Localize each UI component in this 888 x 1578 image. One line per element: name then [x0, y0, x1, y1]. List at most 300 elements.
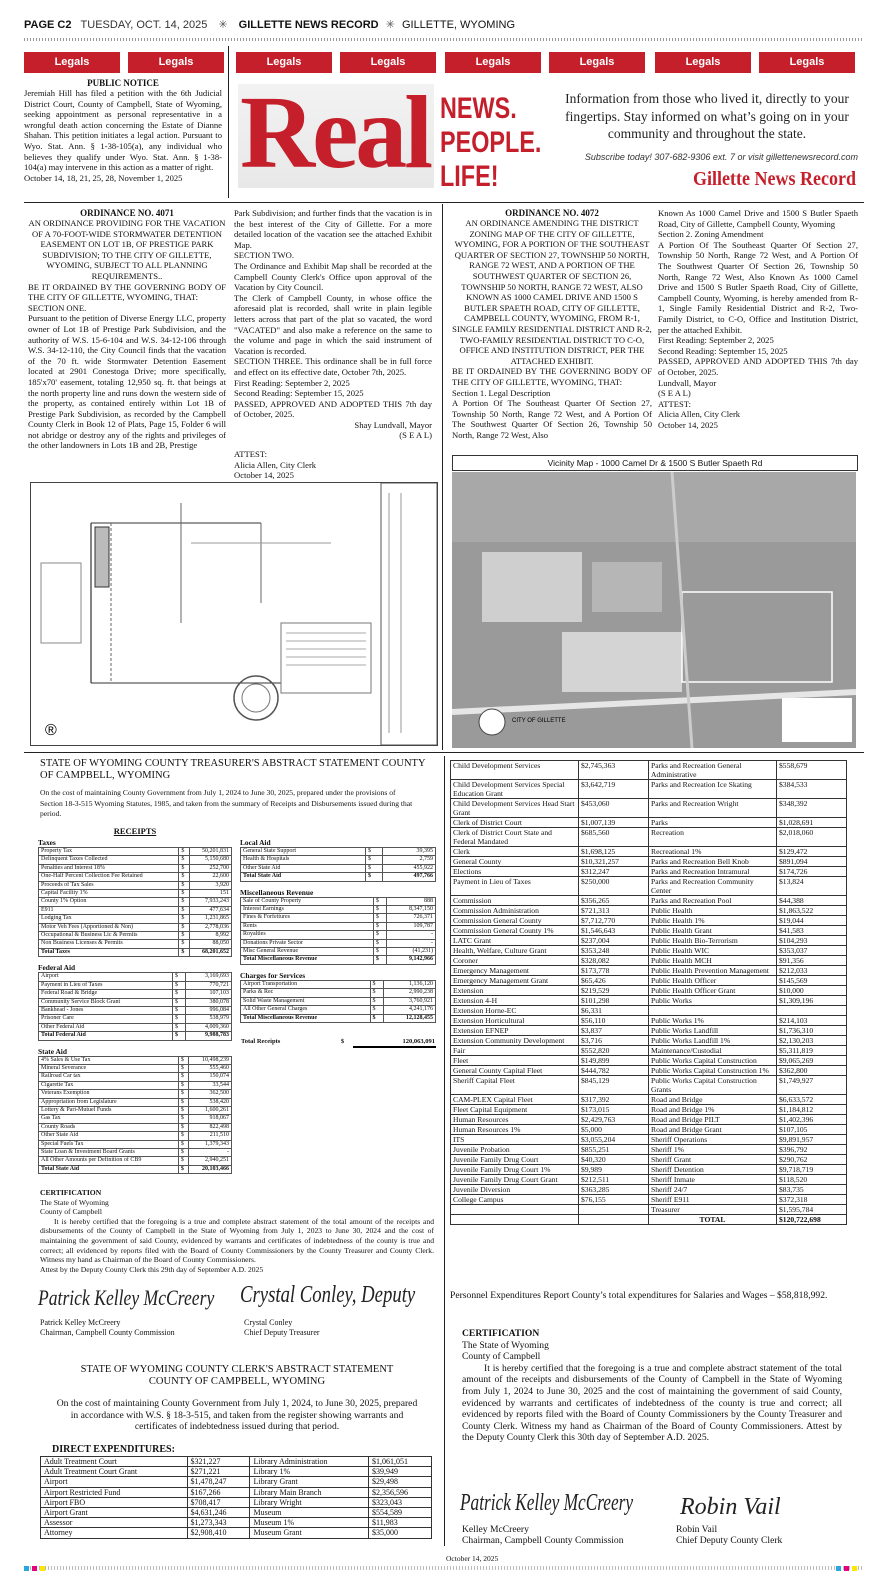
- item-label: Airport Transportation: [241, 980, 371, 988]
- department-name: Fair: [451, 1046, 579, 1056]
- table-row: [451, 926, 847, 936]
- notice-title: PUBLIC NOTICE: [87, 78, 159, 88]
- department-name: Sheriff Inmate: [649, 1175, 777, 1185]
- clerk-sig1-block: [462, 1524, 624, 1546]
- currency: $: [373, 906, 386, 914]
- item-value: 918,067: [189, 1115, 232, 1123]
- currency: $: [178, 1132, 189, 1140]
- item-value: 538,420: [189, 1098, 232, 1106]
- department-name: Extension: [451, 986, 579, 996]
- item-value: 455,922: [383, 864, 436, 872]
- amount: $35,000: [369, 1528, 432, 1538]
- amount: $5,311,819: [777, 1046, 847, 1056]
- item-value: 10,498,239: [189, 1056, 232, 1064]
- currency: $: [173, 1015, 186, 1023]
- table-row: [41, 1518, 432, 1528]
- amount: $129,472: [777, 847, 847, 857]
- department-name: Elections: [451, 867, 579, 877]
- amount: $39,949: [369, 1467, 432, 1477]
- table-row: [451, 1205, 847, 1215]
- item-value: 151: [189, 890, 231, 898]
- table-row: [241, 931, 436, 939]
- page-number: PAGE C2: [24, 19, 72, 31]
- amount: $353,248: [579, 946, 649, 956]
- ord4071-passed: PASSED, APPROVED AND ADOPTED THIS 7th day of October, 2025.: [234, 398, 432, 420]
- currency: $: [179, 948, 190, 956]
- clerk-title-line2: COUNTY OF CAMPBELL, WYOMING: [148, 1376, 326, 1387]
- department-name: Treasurer: [649, 1205, 777, 1215]
- clerk-title-line1: STATE OF WYOMING COUNTY CLERK'S ABSTRACT STATEMENT: [80, 1364, 394, 1375]
- item-value: 555,460: [189, 1064, 232, 1072]
- department-name: Extension Horne-EC: [451, 1006, 579, 1016]
- ord4072-intro: AN ORDINANCE AMENDING THE DISTRICT ZONING MAP OF THE CITY OF GILLETTE, WYOMING, FOR A PORTION OF THE SOUTHEAST QUARTER OF SECTION 27, TOWNSHIP 50 NORTH, RANGE 72 WEST, AND A PORTION OF THE SOUTHWEST QUARTER OF SECTION 26, TOWNSHIP 50 NORTH, RANGE 72 WEST, ALSO KNOWN AS 1000 CAMEL DRIVE AND 1500 S BUTLER SPAETH ROAD, CITY OF GILLETTE, CAMPBELL COUNTY, WYOMING, FROM R-1, SINGLE FAMILY RESIDENTIAL DISTRICT AND R-2, TWO-FAMILY RESIDENTIAL DISTRICT TO C-O, OFFICE AND INSTITUTION DISTRICT, PER THE ATTACHED EXHIBIT.: [452, 218, 652, 366]
- item-value: 3,920: [189, 881, 231, 889]
- ord4072-clerk: Alicia Allen, City Clerk: [658, 409, 741, 420]
- currency: $: [179, 940, 190, 948]
- tab-legals[interactable]: Legals: [24, 52, 120, 73]
- table-row: [451, 799, 847, 818]
- department-name: Human Resources 1%: [451, 1125, 579, 1135]
- item-label: Property Tax: [39, 848, 179, 856]
- department-name: Assessor: [41, 1518, 188, 1528]
- clerk-sig2-name: Robin Vail: [676, 1524, 718, 1535]
- amount: $1,061,051: [369, 1457, 432, 1467]
- table-row: [39, 1106, 232, 1114]
- ord4071-intro: AN ORDINANCE PROVIDING FOR THE VACATION OF A 70-FOOT-WIDE STORMWATER DETENTION EASEMENT ON LOT 1B, OF PRESTIGE PARK SUBDIVISION; TO THE CITY OF GILLETTE, WYOMING, SUBJECT TO ALL PLANNING REQUIREMENTS..: [28, 218, 226, 281]
- ad-real-logo: [238, 75, 438, 194]
- table-row: [39, 1023, 232, 1031]
- table-row: [39, 1132, 232, 1140]
- table-row: [451, 946, 847, 956]
- department-name: General County: [451, 857, 579, 867]
- amount: $2,130,203: [777, 1036, 847, 1046]
- ordinance-4071-col2: [234, 208, 432, 481]
- item-value: 7,933,243: [189, 898, 231, 906]
- charges-table: [240, 980, 436, 1023]
- item-label: Capital Facility 1%: [39, 890, 179, 898]
- table-row: [39, 990, 232, 998]
- item-label: Cigarette Tax: [39, 1081, 179, 1089]
- table-row: [241, 848, 436, 856]
- department-name: CAM-PLEX Capital Fleet: [451, 1095, 579, 1105]
- receipts-right: [240, 838, 436, 1048]
- table-row: [451, 761, 847, 780]
- ord4072-para1: A Portion Of The Southeast Quarter Of Section 27, Township 50 North, Range 72 West, and A Portion Of The Southwest Quarter Of Section 26, Township 50 North, Range 72 West, Also: [452, 398, 652, 440]
- currency: $: [178, 1149, 189, 1157]
- total-label: Total Taxes: [39, 948, 179, 956]
- department-name: Library Main Branch: [250, 1487, 369, 1497]
- amount: $323,043: [369, 1497, 432, 1507]
- department-name: Emergency Management: [451, 966, 579, 976]
- amount: $328,082: [579, 956, 649, 966]
- item-label: Mineral Severance: [39, 1064, 179, 1072]
- department-name: Juvenile Family Drug Court Grant: [451, 1175, 579, 1185]
- table-row: [241, 914, 436, 922]
- department-name: Recreation: [649, 828, 777, 847]
- currency: $: [178, 1115, 189, 1123]
- star-icon: ✳: [385, 19, 395, 31]
- table-row: [451, 956, 847, 966]
- department-name: Parks and Recreation Pool: [649, 896, 777, 906]
- department-name: Parks and Recreation General Administrative: [649, 761, 777, 780]
- paper-name: GILLETTE NEWS RECORD: [238, 19, 379, 31]
- table-row: [39, 1149, 232, 1157]
- currency: $: [365, 848, 382, 856]
- column-divider: [444, 756, 445, 1546]
- item-value: 150,074: [189, 1073, 232, 1081]
- table-row: [39, 1123, 232, 1131]
- total-label: Total State Aid: [241, 873, 366, 881]
- currency: $: [179, 906, 190, 914]
- treasurer-signature-deputy: Crystal Conley, Deputy: [240, 1282, 416, 1308]
- treasurer-sig1-block: [40, 1318, 175, 1338]
- treasurer-cert-county: County of Campbell: [40, 1207, 103, 1217]
- treasurer-intro: On the cost of maintaining County Government from July 1, 2024 to June 30, 2025, prepared under the provisions of Section 18-3-515 Wyoming Statutes, 1985, and taken from the summary of Receipts and Disbursements issued during that period.: [40, 788, 413, 818]
- item-value: 4,241,176: [383, 1006, 435, 1014]
- amount: $2,429,763: [579, 1115, 649, 1125]
- total-receipts-currency: $: [340, 1038, 345, 1046]
- table-row: [451, 1056, 847, 1066]
- clerk-sig2-title: Chief Deputy County Clerk: [676, 1535, 783, 1546]
- clerk-cert-county: County of Campbell: [462, 1351, 541, 1363]
- table-row: [451, 966, 847, 976]
- direct-expenditures-heading: DIRECT EXPENDITURES:: [52, 1444, 175, 1455]
- tab-legals[interactable]: Legals: [549, 52, 645, 73]
- clerk-sig2-block: [676, 1524, 782, 1546]
- department-name: Public Health WIC: [649, 946, 777, 956]
- amount: $317,392: [579, 1095, 649, 1105]
- local-heading: Local Aid: [240, 838, 271, 847]
- table-row: [451, 1006, 847, 1016]
- department-name: Child Development Services Special Education Grant: [451, 780, 579, 799]
- currency: $: [373, 897, 386, 905]
- item-value: 477,634: [189, 906, 231, 914]
- item-label: Railroad Car tax: [39, 1073, 179, 1081]
- amount: $173,015: [579, 1105, 649, 1115]
- item-value: -: [189, 1149, 232, 1157]
- ad-real-word: Real: [240, 75, 431, 190]
- table-row: [451, 1026, 847, 1036]
- table-row: [451, 1125, 847, 1135]
- ord4071-ordained: BE IT ORDAINED BY THE GOVERNING BODY OF THE CITY OF GILLETTE, WYOMING, THAT:: [28, 281, 226, 303]
- table-row: [39, 881, 232, 889]
- item-value: 3,169,693: [185, 973, 231, 981]
- amount: $40,320: [579, 1155, 649, 1165]
- table-row: [39, 873, 232, 881]
- amount: $1,863,522: [777, 906, 847, 916]
- section-rule: [24, 202, 864, 203]
- department-name: Commission General County: [451, 916, 579, 926]
- currency: $: [370, 980, 383, 988]
- table-row: [451, 1076, 847, 1095]
- amount: $219,529: [579, 986, 649, 996]
- table-row: [39, 848, 232, 856]
- table-row: [451, 857, 847, 867]
- department-name: Sheriff 1%: [649, 1145, 777, 1155]
- table-row: [451, 1016, 847, 1026]
- amount: [777, 1006, 847, 1016]
- table-row: [241, 948, 436, 956]
- department-name: Extension EFNEP: [451, 1026, 579, 1036]
- department-name: Library Administration: [250, 1457, 369, 1467]
- department-name: Juvenile Diversion: [451, 1185, 579, 1195]
- registration-mark: [40, 1566, 45, 1571]
- amount: $3,716: [579, 1036, 649, 1046]
- item-label: Delinquent Taxes Collected: [39, 856, 179, 864]
- treasurer-cert-attest: Attest by the Deputy County Clerk this 29th day of September A.D. 2025: [40, 1264, 264, 1274]
- amount: $552,820: [579, 1046, 649, 1056]
- amount: $1,698,125: [579, 847, 649, 857]
- table-row: [41, 1477, 432, 1487]
- currency: $: [373, 922, 386, 930]
- amount: $3,642,719: [579, 780, 649, 799]
- item-value: 822,498: [189, 1123, 232, 1131]
- department-name: Public Works: [649, 996, 777, 1006]
- ord4071-date: October 14, 2025: [234, 470, 294, 481]
- amount: $212,511: [579, 1175, 649, 1185]
- amount: $372,318: [777, 1195, 847, 1205]
- column-divider: [442, 204, 443, 750]
- ad-slogan: [440, 92, 541, 194]
- ord4072-para2: Known As 1000 Camel Drive and 1500 S Butler Spaeth Road, City of Gillette, Campbell County, Wyoming: [658, 208, 858, 229]
- total-receipts-value: 120,063,091: [353, 1037, 436, 1047]
- department-name: Commission: [451, 896, 579, 906]
- item-label: County 1% Option: [39, 898, 179, 906]
- currency: $: [365, 864, 382, 872]
- tab-legals[interactable]: Legals: [445, 52, 541, 73]
- section-rule: [24, 752, 864, 753]
- department-name: Museum 1%: [250, 1518, 369, 1528]
- department-name: Public Health Officer: [649, 976, 777, 986]
- currency: $: [173, 1023, 186, 1031]
- currency: $: [178, 1123, 189, 1131]
- table-row: [39, 1073, 232, 1081]
- department-name: Emergency Management Grant: [451, 976, 579, 986]
- department-name: Sheriff Detention: [649, 1165, 777, 1175]
- item-value: (41,231): [387, 948, 436, 956]
- item-label: Donations Private Sector: [241, 939, 374, 947]
- ord4071-para3: The Ordinance and Exhibit Map shall be recorded at the Campbell County Clerk's Office upon approval of the Vacation by City Council.: [234, 260, 432, 293]
- tab-legals[interactable]: Legals: [759, 52, 855, 73]
- table-row: [39, 898, 232, 906]
- amount: $363,285: [579, 1185, 649, 1195]
- department-name: Sheriff Grant: [649, 1155, 777, 1165]
- clerk-cert-heading: CERTIFICATION: [462, 1328, 540, 1339]
- department-name: Public Health Bio-Terrorism: [649, 936, 777, 946]
- total-row: [39, 1165, 232, 1173]
- department-name: Library Wright: [250, 1497, 369, 1507]
- treasurer-cert-heading: CERTIFICATION: [40, 1188, 102, 1197]
- table-row: [451, 828, 847, 847]
- item-label: 4% Sales & Use Tax: [39, 1056, 179, 1064]
- clerk-sig1-title: Chairman, Campbell County Commission: [462, 1535, 624, 1546]
- misc-heading: Miscellaneous Revenue: [240, 887, 314, 897]
- tab-legals[interactable]: Legals: [340, 52, 436, 73]
- item-label: All Other General Charges: [241, 1006, 371, 1014]
- total-value: 20,103,466: [189, 1165, 232, 1173]
- treasurer-title: STATE OF WYOMING COUNTY TREASURER'S ABSTRACT STATEMENT COUNTY OF CAMPBELL, WYOMING: [40, 758, 426, 781]
- department-name: Extension 4-H: [451, 996, 579, 1006]
- department-name: College Campus: [451, 1195, 579, 1205]
- tab-legals[interactable]: Legals: [655, 52, 751, 73]
- amount: $9,891,957: [777, 1135, 847, 1145]
- tab-legals[interactable]: Legals: [128, 52, 224, 73]
- table-row: [451, 1066, 847, 1076]
- footer-rule: [24, 1566, 864, 1570]
- table-row: [451, 996, 847, 1006]
- department-name: Sheriff 24/7: [649, 1185, 777, 1195]
- department-name: Public Works 1%: [649, 1016, 777, 1026]
- amount: $101,298: [579, 996, 649, 1006]
- department-name: Payment in Lieu of Taxes: [451, 877, 579, 896]
- table-row: [451, 847, 847, 857]
- amount: $10,321,257: [579, 857, 649, 867]
- currency: $: [173, 973, 186, 981]
- department-name: Commission General County 1%: [451, 926, 579, 936]
- clerk-certification: [462, 1328, 842, 1444]
- registration-mark: [24, 1566, 29, 1571]
- department-name: Juvenile Family Drug Court: [451, 1155, 579, 1165]
- ad-brand-logo: Gillette News Record: [693, 168, 856, 190]
- table-row: [451, 916, 847, 926]
- department-name: Road and Bridge 1%: [649, 1105, 777, 1115]
- currency: $: [365, 873, 382, 881]
- amount: $348,392: [777, 799, 847, 818]
- table-row: [241, 897, 436, 905]
- total-row: [39, 1032, 232, 1040]
- amount: $9,989: [579, 1165, 649, 1175]
- table-row: [241, 856, 436, 864]
- table-row: [451, 1095, 847, 1105]
- ord4071-para4: The Clerk of Campbell County, in whose office the aforesaid plat is recorded, shall write in plain legible letters across that part of the plat so vacated, the word "VACATED" and also make a reference on the same to the volume and page in which the said instrument of Vacation is recorded.: [234, 292, 432, 356]
- department-name: Adult Treatment Court Grant: [41, 1467, 188, 1477]
- item-label: One-Half Percent Collection Fee Retained: [39, 873, 179, 881]
- total-value: 12,128,455: [383, 1014, 435, 1022]
- item-label: Gas Tax: [39, 1115, 179, 1123]
- item-label: All Other Amounts per Definition of CB9: [39, 1157, 179, 1165]
- department-name: Attorney: [41, 1528, 188, 1538]
- department-name: Coroner: [451, 956, 579, 966]
- state-heading: State Aid: [38, 1046, 67, 1056]
- item-label: Health & Hospitals: [241, 856, 366, 864]
- item-value: 22,600: [189, 873, 231, 881]
- clerk-cert-state: The State of Wyoming: [462, 1339, 549, 1351]
- department-name: Road and Bridge PILT: [649, 1115, 777, 1125]
- amount: $9,065,269: [777, 1056, 847, 1066]
- item-label: Special Fuels Tax: [39, 1140, 179, 1148]
- item-value: -: [387, 939, 436, 947]
- table-row: [39, 998, 232, 1006]
- amount: $1,736,310: [777, 1026, 847, 1036]
- item-label: Occupational & Business Lic & Permits: [39, 932, 179, 940]
- notice-body: Jeremiah Hill has filed a petition with the 6th Judicial District Court, County of Campbell, State of Wyoming, seeking appointment as personal representative in a wrongful death action concerning the Estate of Dianne Shahan. This petition initiates a legal action. Pursuant to Wyo. Stat. Ann. § 1-38-105(a), any individual who believes they qualify under Wyo. Stat. Ann. § 1-38-104(a) may intervene in this action as a matter of right.: [24, 88, 222, 173]
- masthead: [24, 18, 864, 38]
- department-name: TOTAL: [649, 1215, 777, 1225]
- total-label: Total State Aid: [39, 1165, 179, 1173]
- department-name: Juvenile Probation: [451, 1145, 579, 1155]
- ad-slogan-life: LIFE!: [440, 160, 499, 193]
- table-row: [39, 1098, 232, 1106]
- currency: $: [373, 939, 386, 947]
- ord4072-second-reading: Second Reading: September 15, 2025: [658, 345, 788, 356]
- total-value: 497,766: [383, 873, 436, 881]
- table-row: [39, 856, 232, 864]
- item-value: 1,136,120: [383, 980, 435, 988]
- currency: $: [179, 915, 190, 923]
- currency: $: [178, 1064, 189, 1072]
- amount: $362,800: [777, 1066, 847, 1076]
- table-row: [451, 1046, 847, 1056]
- item-label: Parks & Rec: [241, 989, 371, 997]
- department-name: Fleet: [451, 1056, 579, 1066]
- table-row: [241, 980, 436, 988]
- public-notice: [24, 78, 222, 183]
- department-name: Public Health MCH: [649, 956, 777, 966]
- charges-heading: Charges for Services: [240, 970, 306, 980]
- department-name: Parks and Recreation Wright: [649, 799, 777, 818]
- table-row: [39, 1157, 232, 1165]
- department-name: Child Development Services: [451, 761, 579, 780]
- amount: $891,094: [777, 857, 847, 867]
- ord4071-section-two: SECTION TWO.: [234, 250, 294, 261]
- tab-legals[interactable]: Legals: [236, 52, 332, 73]
- department-name: Juvenile Family Drug Court 1%: [451, 1165, 579, 1175]
- table-row: [41, 1528, 432, 1538]
- amount: $353,037: [777, 946, 847, 956]
- ord4072-ordained: BE IT ORDAINED BY THE GOVERNING BODY OF THE CITY OF GILLETTE, WYOMING, THAT:: [452, 366, 652, 387]
- amount: $29,498: [369, 1477, 432, 1487]
- item-value: 8,992: [189, 932, 231, 940]
- department-name: [451, 1215, 579, 1225]
- local-table: [240, 847, 436, 882]
- currency: $: [178, 1165, 189, 1173]
- amount: $118,520: [777, 1175, 847, 1185]
- currency: $: [179, 932, 190, 940]
- table-row: [39, 940, 232, 948]
- department-name: Parks: [649, 818, 777, 828]
- item-value: 770,721: [185, 981, 231, 989]
- ad-subscribe-link[interactable]: Subscribe today! 307-682-9306 ext. 7 or visit gillettenewsrecord.com: [584, 152, 858, 162]
- table-row: [39, 906, 232, 914]
- currency: $: [373, 914, 386, 922]
- item-value: 1,600,261: [189, 1106, 232, 1114]
- amount: $1,749,927: [777, 1076, 847, 1095]
- department-name: Road and Bridge: [649, 1095, 777, 1105]
- department-name: Public Health Grant: [649, 926, 777, 936]
- amount: $271,221: [187, 1467, 250, 1477]
- issue-date: TUESDAY, OCT. 14, 2025: [80, 19, 208, 31]
- registration-mark: [836, 1566, 841, 1571]
- department-name: Airport: [41, 1477, 188, 1487]
- ad-slogan-news: NEWS.: [440, 92, 517, 125]
- item-value: 362,500: [189, 1090, 232, 1098]
- exhibit-map: [30, 482, 438, 746]
- table-row: [451, 1135, 847, 1145]
- total-label: Total Miscellaneous Revenue: [241, 1014, 371, 1022]
- item-value: 2,990,238: [383, 989, 435, 997]
- department-name: Public Works Landfill: [649, 1026, 777, 1036]
- amount: $312,247: [579, 867, 649, 877]
- currency: $: [173, 981, 186, 989]
- table-row: [241, 1006, 436, 1014]
- taxes-table: [38, 847, 232, 957]
- table-row: [451, 1105, 847, 1115]
- amount: $56,110: [579, 1016, 649, 1026]
- department-name: General County Capital Fleet: [451, 1066, 579, 1076]
- amount: $104,293: [777, 936, 847, 946]
- amount: $91,356: [777, 956, 847, 966]
- item-value: 3,760,921: [383, 997, 435, 1005]
